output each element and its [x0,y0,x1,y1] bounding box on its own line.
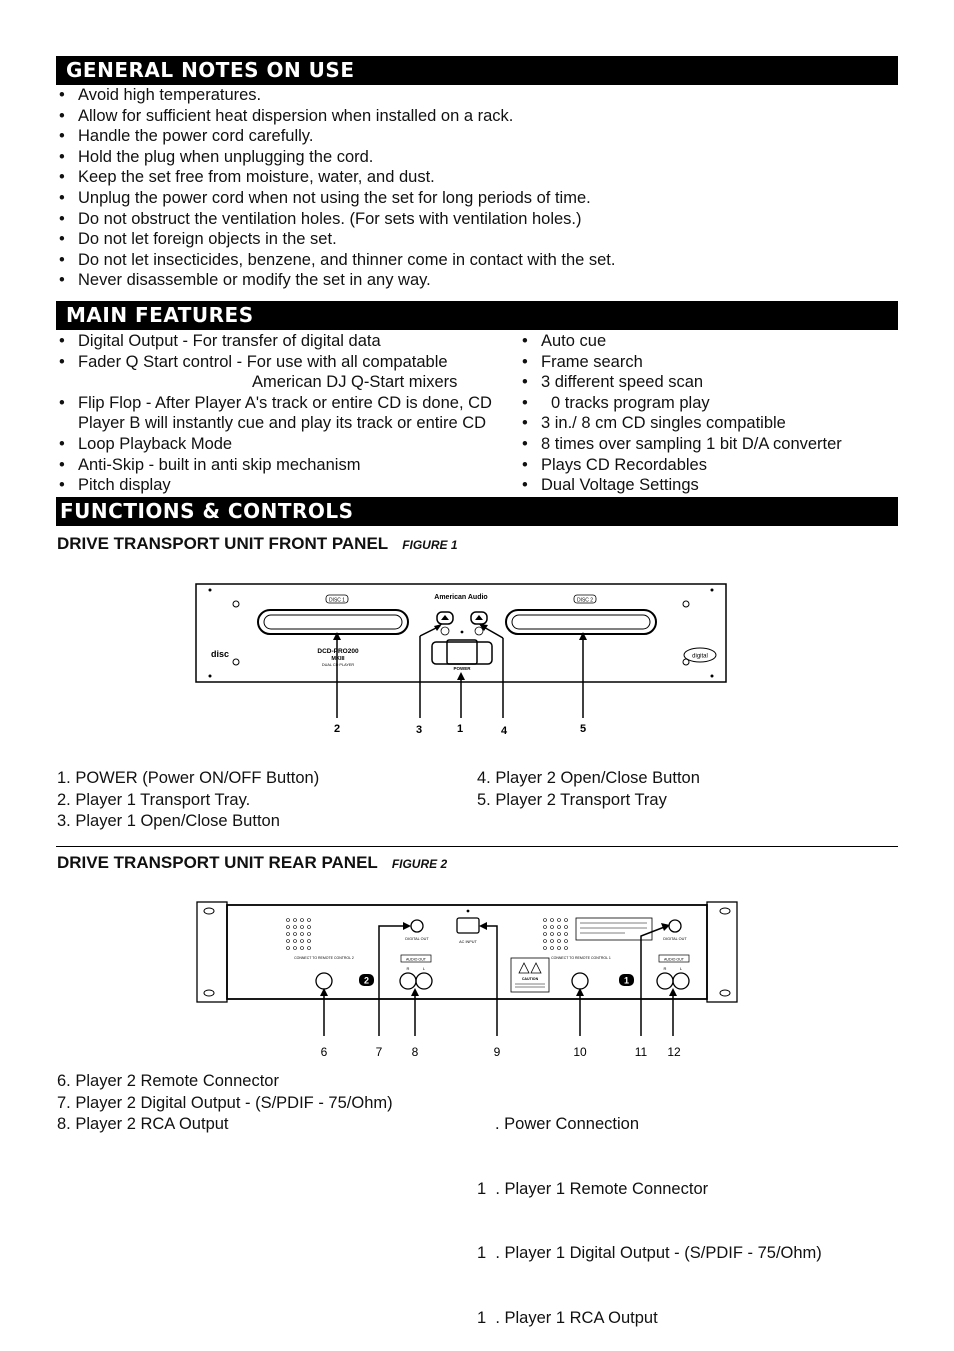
legend-item: 1 . Player 1 RCA Output [477,1308,658,1327]
description-label: DUAL CD PLAYER [321,663,355,667]
callout-line [483,926,497,1036]
r-label: R [406,966,410,971]
list-item: • 8 times over sampling 1 bit D/A converter [519,434,842,455]
list-item: • Unplug the power cord when not using the set for long periods of time. [56,188,615,209]
caution-text: CAUTION [521,977,539,981]
rear-legend-left [57,1071,393,1136]
list-item: • 3 in./ 8 cm CD singles compatible [519,413,842,434]
screw-icon [233,601,239,607]
legend-item: 5. Player 2 Transport Tray [477,790,667,809]
callout-arrow [479,922,487,930]
callout-number: 10 [573,1045,587,1059]
player2-remote-jack [316,973,332,989]
list-item [56,413,492,434]
main-features-heading: MAIN FEATURES [56,301,898,330]
screw-icon [683,601,689,607]
eject-icon [475,615,483,620]
list-item: • Digital Output - For transfer of digital data [56,331,492,352]
callout-number: 7 [375,1045,383,1059]
list-item: • 0 tracks program play [519,393,842,414]
badge-1: 1 [623,975,630,986]
player1-rca-l-jack [673,973,689,989]
rack-hole [720,990,730,996]
l-label: L [422,966,426,971]
callout-number: 11 [634,1045,648,1059]
badge-2: 2 [363,975,370,986]
disc1-label: DISC 1 [328,597,346,604]
figure-1-label: FIGURE 1 [402,538,458,552]
power-button-frame [432,642,492,664]
callout-number: 12 [667,1045,681,1059]
player2-tray-slot [512,615,650,629]
rear-panel-outline [227,905,707,999]
callout-number: 2 [333,723,341,735]
list-item: • Allow for sufficient heat dispersion when installed on a rack. [56,106,615,127]
rack-hole [204,908,214,914]
callout-number: 9 [493,1045,501,1059]
player1-tray-slot [264,615,402,629]
list-item: • Fader Q Start control - For use with all compatable [56,352,492,373]
disc2-label: DISC 2 [576,597,594,604]
main-features-right-list [519,331,842,496]
legend-item: . Power Connection [495,1115,639,1133]
player1-remote-jack [572,973,588,989]
audio-out-label: AUDIO OUT [406,957,426,962]
list-item: • 3 different speed scan [519,372,842,393]
rack-hole [204,990,214,996]
rack-hole [209,589,212,592]
legend-item: 3. Player 1 Open/Close Button [57,812,280,830]
power-button [447,640,477,664]
list-item: • Auto cue [519,331,842,352]
remote1-label: CONNECT TO REMOTE CONTROL 1 [551,956,611,960]
player1-number-icon [441,627,449,635]
list-item: • Never disassemble or modify the set in any way. [56,270,615,291]
list-item: • Avoid high temperatures. [56,85,615,106]
digital-out-label: DIGITAL OUT [405,937,429,941]
list-item: • Anti-Skip - built in anti skip mechanism [56,455,492,476]
rack-ear-right [707,902,737,1002]
model-sub-label: MKIII [331,656,345,662]
l-label: L [679,966,683,971]
rack-hole [720,908,730,914]
player2-rca-l-jack [416,973,432,989]
warning-icon [519,963,529,973]
front-panel-title: DRIVE TRANSPORT UNIT FRONT PANEL [57,534,389,553]
disc-logo: disc [210,649,230,659]
player1-tray [258,610,408,634]
player2-number-icon [475,627,483,635]
list-item-continuation: Player B will instantly cue and play its track or entire CD [78,414,487,433]
ac-input-label: AC INPUT [459,940,477,944]
callout-arrow [320,988,328,996]
list-item: • Do not let foreign objects in the set. [56,229,615,250]
main-features-left-list [56,331,492,496]
callout-arrow [576,988,584,996]
front-legend-left [57,768,319,833]
rack-hole [209,675,212,678]
list-item: • Flip Flop - After Player A's track or entire CD is done, CD [56,393,492,414]
callout-number: 8 [411,1045,419,1059]
list-item: • Handle the power cord carefully. [56,126,615,147]
front-legend-right [477,768,700,811]
vent-grid-right [544,919,568,950]
callout-number: 3 [415,724,423,736]
eject-icon [441,615,449,620]
player1-digital-out-jack [669,920,681,932]
list-item: • Do not let insecticides, benzene, and thinner come in contact with the set. [56,250,615,271]
general-notes-heading: GENERAL NOTES ON USE [56,56,898,85]
rack-hole [711,589,714,592]
callout-arrow [403,922,411,930]
brand-label: American Audio [434,594,488,601]
front-panel-figure [190,580,730,745]
digital-out-label: DIGITAL OUT [663,937,687,941]
callout-line [641,926,667,1036]
callout-number: 1 [456,723,464,735]
ac-input-socket [457,918,479,933]
list-item [56,372,492,393]
callout-arrow [669,988,677,996]
list-item: • Do not obstruct the ventilation holes. (For sets with ventilation holes.) [56,209,615,230]
legend-item: 1. POWER (Power ON/OFF Button) [57,769,320,787]
rear-panel-figure [195,898,743,1064]
list-item: • Keep the set free from moisture, water, and dust. [56,167,615,188]
rack-ear-left [197,902,227,1002]
callout-number: 6 [320,1045,328,1059]
legend-item: 8. Player 2 RCA Output [57,1115,229,1133]
rear-panel-heading [57,853,447,873]
list-item: • Hold the plug when unplugging the cord. [56,147,615,168]
rear-panel-title: DRIVE TRANSPORT UNIT REAR PANEL [57,853,378,872]
list-item: • Plays CD Recordables [519,455,842,476]
power-label: POWER [453,666,471,671]
screw-icon [233,659,239,665]
legend-item: 6. Player 2 Remote Connector [57,1072,279,1090]
functions-controls-heading: FUNCTIONS & CONTROLS [56,497,898,526]
legend-item: 1 . Player 1 Digital Output - (S/PDIF - 75/Ohm) [477,1244,822,1262]
remote2-label: CONNECT TO REMOTE CONTROL 2 [294,956,354,960]
player2-rca-r-jack [400,973,416,989]
player2-tray [506,610,656,634]
digital-logo: digital [692,653,708,660]
rack-hole [711,675,714,678]
player1-rca-r-jack [657,973,673,989]
warning-icon [531,963,541,973]
callout-arrow [457,672,465,680]
section-divider [56,846,898,847]
callout-arrow [411,988,419,996]
vent-grid-left [287,919,311,950]
legend-item: 7. Player 2 Digital Output - (S/PDIF - 75/Ohm) [57,1093,393,1112]
list-item-continuation: American DJ Q-Start mixers [252,373,458,392]
callout-number: 5 [579,723,587,735]
list-item: • Loop Playback Mode [56,434,492,455]
front-panel-heading [57,534,458,554]
legend-item: 4. Player 2 Open/Close Button [477,769,700,787]
audio-out-label: AUDIO OUT [664,957,684,962]
list-item: • Frame search [519,352,842,373]
figure-2-label: FIGURE 2 [391,857,448,871]
legend-item: 2. Player 1 Transport Tray. [57,790,251,809]
model-label: DCD-PRO200 [317,648,359,655]
callout-line [379,926,407,1036]
r-label: R [663,966,667,971]
legend-item: 1 . Player 1 Remote Connector [477,1179,709,1198]
rear-legend-right [477,1071,822,1351]
callout-number: 4 [500,725,508,737]
indicator-dot [461,631,464,634]
general-notes-list [56,85,615,291]
list-item: • Dual Voltage Settings [519,475,842,496]
indicator-dot [467,910,470,913]
list-item: • Pitch display [56,475,492,496]
player2-digital-out-jack [411,920,423,932]
